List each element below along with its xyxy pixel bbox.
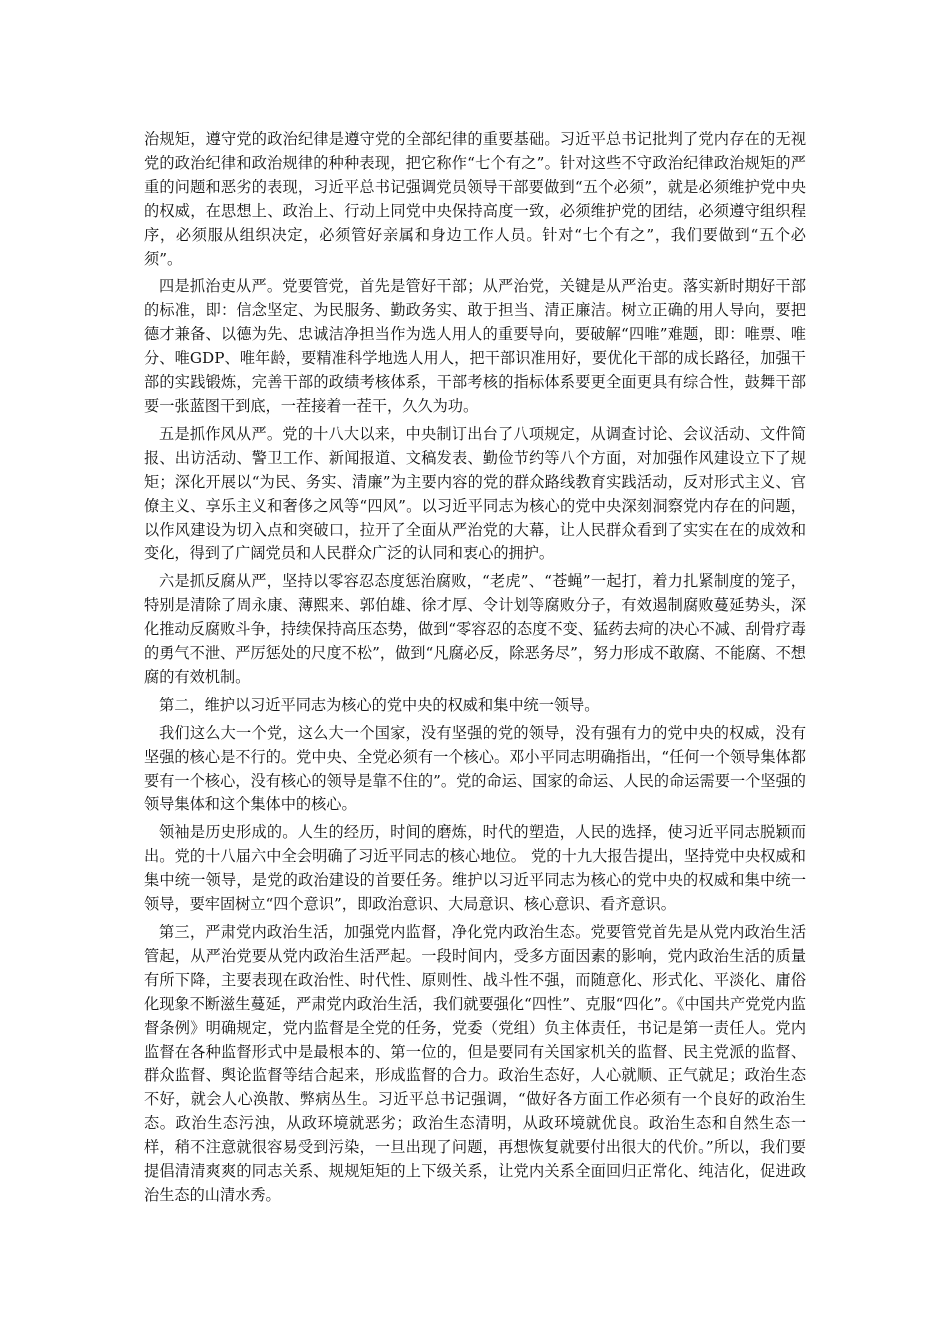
- paragraph-party-core: 我们这么大一个党，这么大一个国家，没有坚强的党的领导，没有强有力的党中央的权威，没有坚强的核心是不行的。党中央、全党必须有一个核心。邓小平同志明确指出，“任何一个领导集体都要有一个核心，没有核心的领导是靠不住的”。党的命运、国家的命运、人民的命运需要一个坚强的领导集体和这个集体中的核心。: [144, 723, 806, 814]
- paragraph-cadre-discipline: 四是抓治吏从严。党要管党，首先是管好干部；从严治党，关键是从严治吏。落实新时期好干部的标准，即：信念坚定、为民服务、勤政务实、敢于担当、清正廉洁。树立正确的用人导向，要把德才兼备、以德为先、忠诚洁净担当作为选人用人的重要导向，要破解“四唯”难题，即：唯票、唯分、唯GDP、唯年龄，要精准科学地选人用人，把干部识准用好，要优化干部的成长路径，加强干部的实践锻炼，完善干部的政绩考核体系，干部考核的指标体系要更全面更具有综合性，鼓舞干部要一张蓝图干到底，一茬接着一茬干，久久为功。: [144, 277, 806, 415]
- paragraph-third-political-life: 第三，严肃党内政治生活，加强党内监督，净化党内政治生态。党要管党首先是从党内政治生活管起，从严治党要从党内政治生活严起。一段时间内，受多方面因素的影响，党内政治生活的质量有所下降，主要表现在政治性、时代性、原则性、战斗性不强，而随意化、形式化、平淡化、庸俗化现象不断滋生蔓延，严肃党内政治生活，我们就要强化“四性”、克服“四化”。《中国共产党党内监督条例》明确规定，党内监督是全党的任务，党委（党组）负主体责任，书记是第一责任人。党内监督在各种监督形式中是最根本的、第一位的，但是要同有关国家机关的监督、民主党派的监督、群众监督、舆论监督等结合起来，形成监督的合力。政治生态好，人心就顺、正气就足；政治生态不好，就会人心涣散、弊病丛生。习近平总书记强调，“做好各方面工作必须有一个良好的政治生态。政治生态污浊，从政环境就恶劣；政治生态清明，从政环境就优良。政治生态和自然生态一样，稍不注意就很容易受到污染，一旦出现了问题，再想恢复就要付出很大的代价。”所以，我们要提倡清清爽爽的同志关系、规规矩矩的上下级关系，让党内关系全面回归正常化、纯洁化，促进政治生态的山清水秀。: [144, 923, 806, 1204]
- paragraph-continuation: 治规矩，遵守党的政治纪律是遵守党的全部纪律的重要基础。习近平总书记批判了党内存在的无视党的政治纪律和政治规律的种种表现，把它称作“七个有之”。针对这些不守政治纪律政治规矩的严重的问题和恶劣的表现，习近平总书记强调党员领导干部要做到“五个必须”，就是必须维护党中央的权威，在思想上、政治上、行动上同党中央保持高度一致，必须维护党的团结，必须遵守组织程序，必须服从组织决定，必须管好亲属和身边工作人员。针对“七个有之”，我们要做到“五个必须”。: [144, 130, 806, 268]
- paragraph-anti-corruption: 六是抓反腐从严，坚持以零容忍态度惩治腐败，“老虎”、“苍蝇”一起打，着力扎紧制度的笼子，特别是清除了周永康、薄熙来、郭伯雄、徐才厚、令计划等腐败分子，有效遏制腐败蔓延势头，深化推动反腐败斗争，持续保持高压态势，做到“零容忍的态度不变、猛药去疴的决心不减、刮骨疗毒的勇气不泄、严厉惩处的尺度不松”，做到“凡腐必反，除恶务尽”，努力形成不敢腐、不能腐、不想腐的有效机制。: [144, 572, 806, 686]
- document-body: [144, 128, 806, 1212]
- paragraph-leader-history: 领袖是历史形成的。人生的经历，时间的磨炼，时代的塑造，人民的选择，使习近平同志脱颖而出。党的十八届六中全会明确了习近平同志的核心地位。 党的十九大报告提出，坚持党中央权威和集中统一领导，是党的政治建设的首要任务。维护以习近平同志为核心的党中央的权威和集中统一领导，要牢固树立“四个意识”，即政治意识、大局意识、核心意识、看齐意识。: [144, 823, 806, 914]
- paragraph-work-style: 五是抓作风从严。党的十八大以来，中央制订出台了八项规定，从调查讨论、会议活动、文件简报、出访活动、警卫工作、新闻报道、文稿发表、勤俭节约等八个方面，对加强作风建设立下了规矩；深化开展以“为民、务实、清廉”为主要内容的党的群众路线教育实践活动，反对形式主义、官僚主义、享乐主义和奢侈之风等“四风”。以习近平同志为核心的党中央深刻洞察党内存在的问题，以作风建设为切入点和突破口，拉开了全面从严治党的大幕，让人民群众看到了实实在在的成效和变化，得到了广阔党员和人民群众广泛的认同和衷心的拥护。: [144, 424, 806, 563]
- section-heading-second: 第二，维护以习近平同志为核心的党中央的权威和集中统一领导。: [159, 695, 600, 714]
